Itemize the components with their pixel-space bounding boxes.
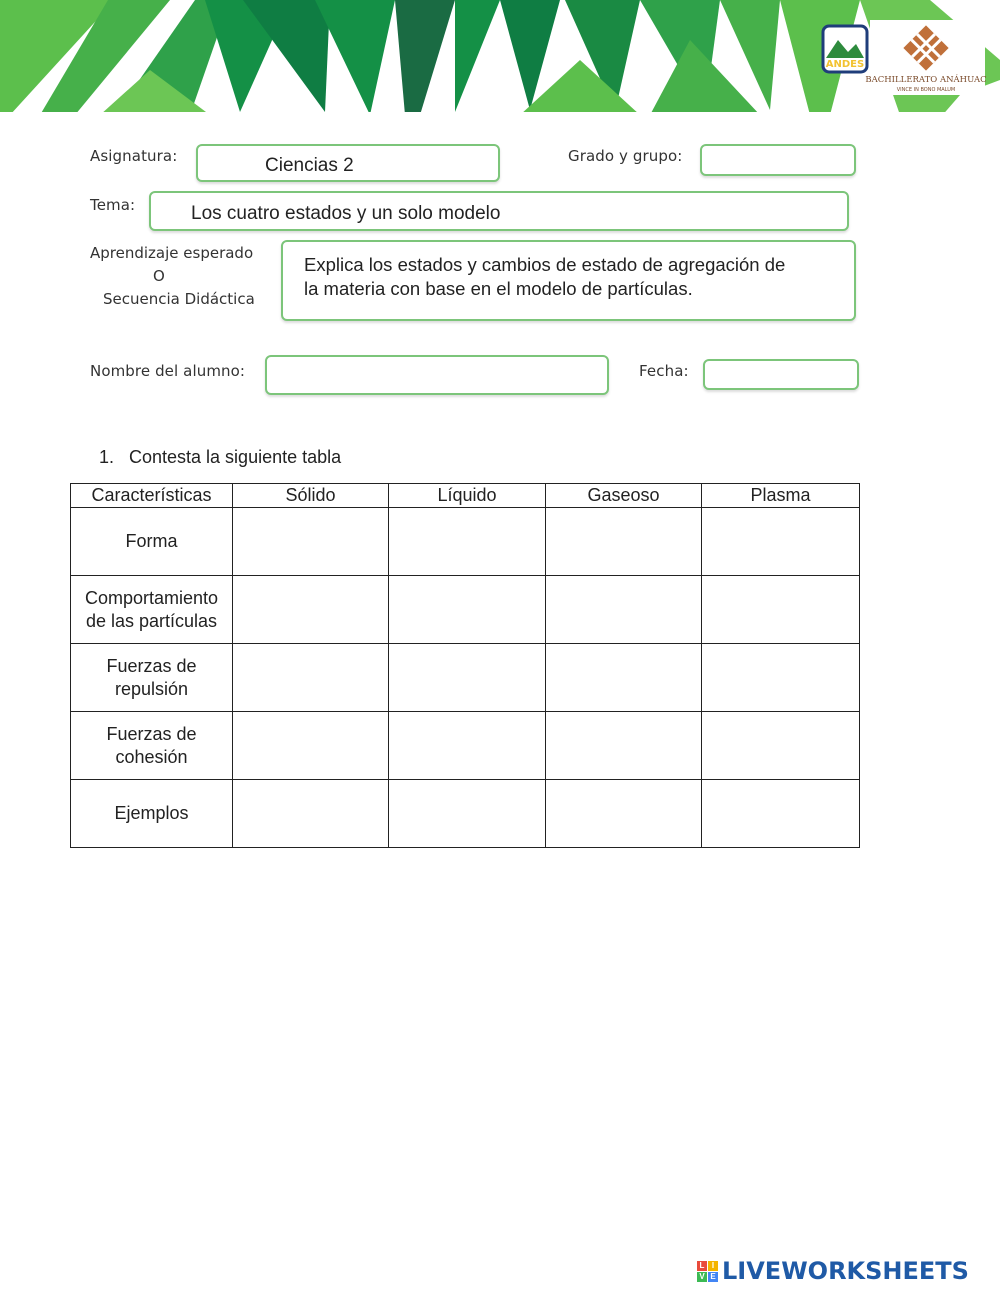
header-plasma: Plasma [702,484,860,508]
aprendizaje-field[interactable] [281,240,856,321]
header-banner [0,0,1000,118]
anahuac-logo [865,20,986,95]
aprendizaje-label-line: Secuencia Didáctica [103,290,255,308]
answer-cell[interactable] [702,644,860,712]
row-label [71,576,233,644]
aprendizaje-label [90,242,270,311]
badge-letter: L [697,1261,707,1271]
header-caracteristicas: Características [71,484,233,508]
answer-cell[interactable] [389,644,546,712]
row-label-line: Comportamiento [84,587,219,608]
svg-text:ANDES: ANDES [825,59,865,70]
answer-cell[interactable] [233,576,389,644]
tema-label: Tema: [90,196,136,214]
row-label [71,712,233,780]
row-label [71,644,233,712]
aprendizaje-label-line: O [153,267,165,285]
answer-cell[interactable] [546,576,702,644]
row-label-line: Fuerzas de [106,723,197,744]
fecha-label: Fecha: [639,362,689,380]
svg-text:VINCE IN BONO MALUM: VINCE IN BONO MALUM [896,87,956,93]
row-label-line: repulsión [114,678,189,699]
row-label [71,780,233,848]
answer-cell[interactable] [546,644,702,712]
answer-cell[interactable] [389,712,546,780]
answer-cell[interactable] [233,712,389,780]
table-row [71,508,860,576]
answer-cell[interactable] [702,576,860,644]
row-label-line: cohesión [115,746,188,767]
answer-cell[interactable] [233,780,389,848]
badge-letter: V [697,1272,707,1282]
asignatura-field[interactable]: Ciencias 2 [196,144,500,182]
table-row [71,576,860,644]
header-gaseoso: Gaseoso [546,484,702,508]
asignatura-label: Asignatura: [90,147,178,165]
answer-cell[interactable] [546,780,702,848]
instruction-text: Contesta la siguiente tabla [129,447,342,467]
header-solido: Sólido [233,484,389,508]
grado-grupo-field[interactable] [700,144,856,176]
answer-cell[interactable] [546,508,702,576]
aprendizaje-text-line: la materia con base en el modelo de partículas. [304,278,693,299]
answer-cell[interactable] [233,508,389,576]
liveworksheets-text: LIVEWORKSHEETS [722,1257,969,1285]
row-label [71,508,233,576]
nombre-field[interactable] [265,355,609,395]
states-table [70,483,860,848]
answer-cell[interactable] [546,712,702,780]
answer-cell[interactable] [389,780,546,848]
table-row [71,712,860,780]
table-row [71,644,860,712]
instruction-number: 1. [99,447,115,467]
answer-cell[interactable] [702,780,860,848]
row-label-line: Forma [125,531,178,551]
fecha-field[interactable] [703,359,859,390]
table-header-row [71,484,860,508]
table-row [71,780,860,848]
nombre-label: Nombre del alumno: [90,362,246,380]
header-liquido: Líquido [389,484,546,508]
answer-cell[interactable] [233,644,389,712]
instruction [99,447,341,468]
aprendizaje-label-line: Aprendizaje esperado [90,244,254,262]
aprendizaje-text-line: Explica los estados y cambios de estado de agregación de [304,254,786,275]
answer-cell[interactable] [389,508,546,576]
andes-logo [823,26,867,72]
answer-cell[interactable] [389,576,546,644]
answer-cell[interactable] [702,712,860,780]
liveworksheets-badge-icon [697,1261,718,1282]
badge-letter: I [708,1261,718,1271]
row-label-line: Ejemplos [114,803,189,823]
row-label-line: de las partículas [85,610,218,631]
svg-text:BACHILLERATO ANÁHUAC: BACHILLERATO ANÁHUAC [865,75,987,85]
row-label-line: Fuerzas de [106,655,197,676]
answer-cell[interactable] [702,508,860,576]
liveworksheets-logo [697,1255,969,1287]
tema-field[interactable]: Los cuatro estados y un solo modelo [149,191,849,231]
badge-letter: E [708,1272,718,1282]
grado-grupo-label: Grado y grupo: [568,147,683,165]
